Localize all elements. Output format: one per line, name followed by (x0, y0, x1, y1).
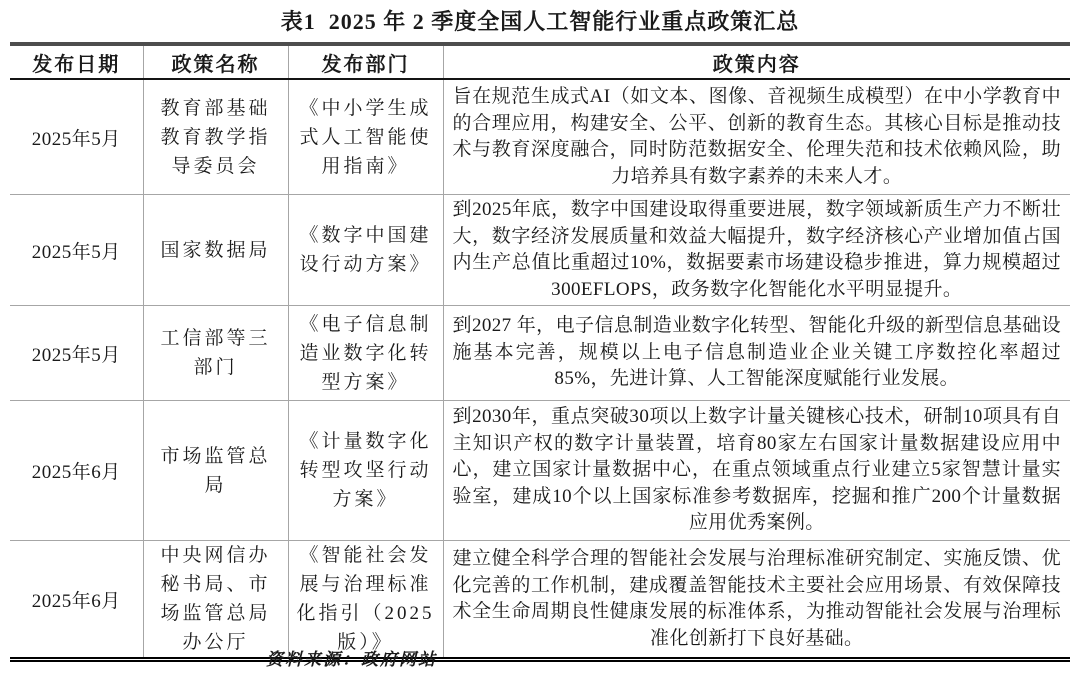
table-row (10, 79, 1070, 195)
cell-policy-content: 旨在规范生成式AI（如文本、图像、音视频生成模型）在中小学教育中的合理应用，构建安全、公平、创新的教育生态。其核心目标是推动技术与教育深度融合，同时防范数据安全、伦理失范和技术依赖风险，助力培养具有数字素养的未来人才。 (443, 79, 1070, 195)
table-row (10, 195, 1070, 306)
source-note: 资料来源：政府网站 (266, 650, 437, 669)
cell-policy-content: 到2030年，重点突破30项以上数字计量关键核心技术，研制10项具有自主知识产权的数字计量装置，培育80家左右国家计量数据建设应用中心，建立国家计量数据中心，在重点领域重点行业建立5家智慧计量实验室，建成10个以上国家标准参考数据库，挖掘和推广200个计量数据应用优秀案例。 (443, 401, 1070, 541)
col-header-publish-dept: 发布部门 (288, 44, 443, 79)
cell-publish-dept: 《数字中国建设行动方案》 (288, 195, 443, 306)
header-row (10, 44, 1070, 79)
cell-publish-date: 2025年5月 (10, 79, 143, 195)
cell-publish-dept: 《中小学生成式人工智能使用指南》 (288, 79, 443, 195)
cell-policy-name: 工信部等三部门 (143, 306, 288, 401)
cell-policy-name: 中央网信办秘书局、市场监管总局办公厅 (143, 541, 288, 660)
cell-publish-date: 2025年6月 (10, 401, 143, 541)
cell-publish-date: 2025年6月 (10, 541, 143, 660)
page-title: 表1 2025 年 2 季度全国人工智能行业重点政策汇总 (280, 9, 800, 34)
table-row (10, 401, 1070, 541)
cell-policy-content: 建立健全科学合理的智能社会发展与治理标准研究制定、实施反馈、优化完善的工作机制，建成覆盖智能技术主要社会应用场景、有效保障技术全生命周期良性健康发展的标准体系，为推动智能社会发展与治理标准化创新打下良好基础。 (452, 548, 1061, 649)
col-header-policy-name: 政策名称 (143, 44, 288, 79)
cell-policy-name: 市场监管总局 (143, 401, 288, 541)
col-header-publish-date: 发布日期 (10, 44, 143, 79)
cell-policy-content: 到2025年底，数字中国建设取得重要进展，数字领域新质生产力不断壮大，数字经济发展质量和效益大幅提升，数字经济核心产业增加值占国内生产总值比重超过10%，数据要素市场建设稳步推进，算力规模超过300EFLOPS，政务数字化智能化水平明显提升。 (443, 195, 1070, 306)
cell-publish-dept: 《计量数字化转型攻坚行动方案》 (288, 401, 443, 541)
cell-policy-name: 国家数据局 (143, 195, 288, 306)
policy-table (10, 42, 1070, 662)
table-row (10, 541, 1070, 660)
col-header-policy-content: 政策内容 (443, 44, 1070, 79)
cell-publish-dept: 《智能社会发展与治理标准化指引（2025版）》 (288, 541, 443, 660)
cell-publish-date: 2025年5月 (10, 306, 143, 401)
cell-policy-name: 教育部基础教育教学指导委员会 (143, 79, 288, 195)
cell-publish-date: 2025年5月 (10, 195, 143, 306)
table-row (10, 306, 1070, 401)
cell-publish-dept: 《电子信息制造业数字化转型方案》 (288, 306, 443, 401)
cell-policy-content: 到2027 年，电子信息制造业数字化转型、智能化升级的新型信息基础设施基本完善，规模以上电子信息制造业企业关键工序数控化率超过85%，先进计算、人工智能深度赋能行业发展。 (443, 306, 1070, 401)
